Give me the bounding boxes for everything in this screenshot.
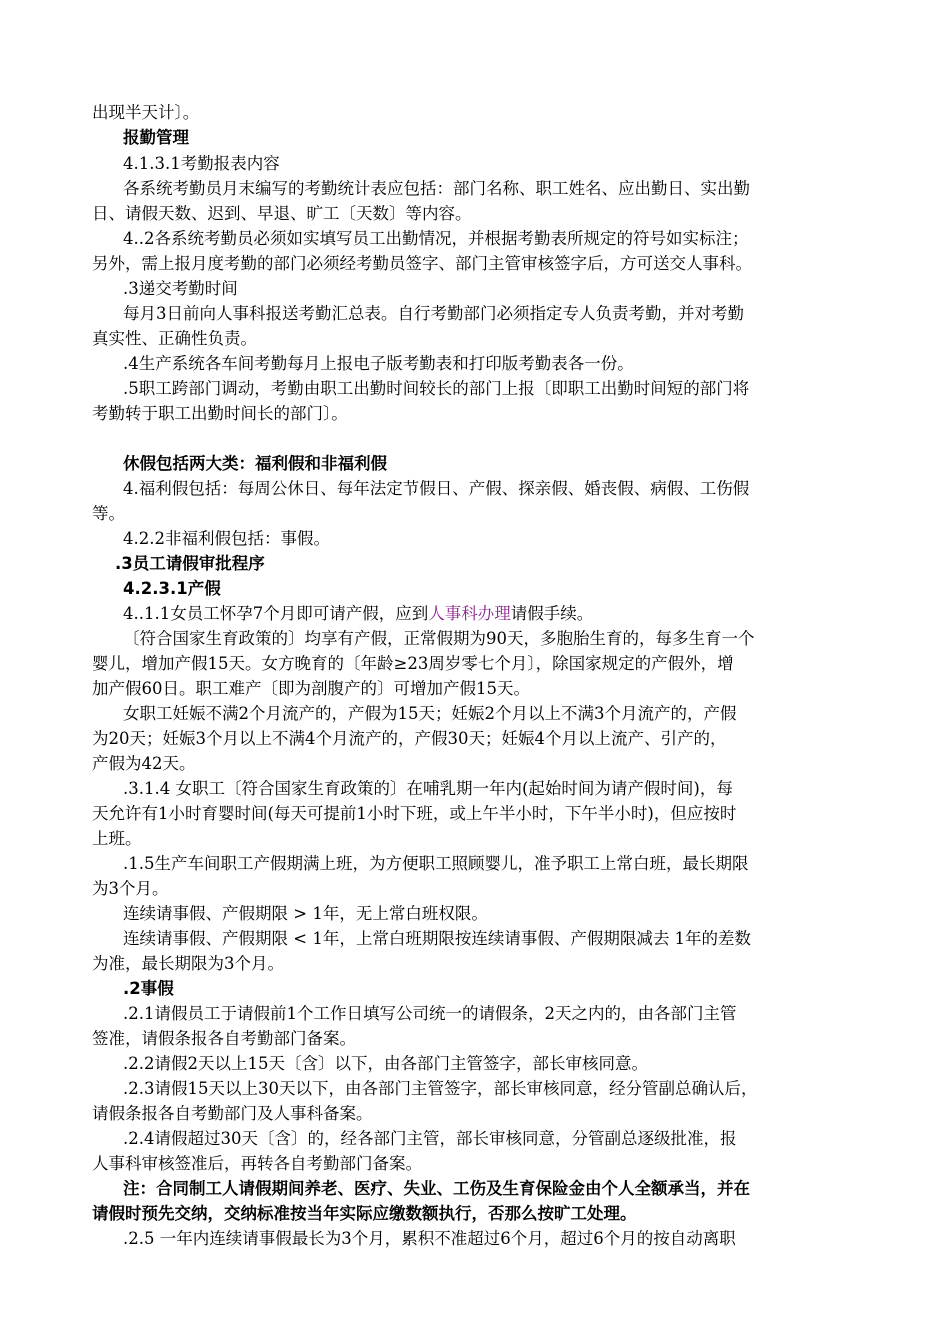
text-line: 真实性、正确性负责。	[92, 329, 257, 348]
text-line: .2.4请假超过30天〔含〕的，经各部门主管，部长审核同意，分管副总逐级批准，报	[123, 1129, 737, 1148]
text-line: .3递交考勤时间	[123, 279, 238, 298]
text-line: 为3个月。	[92, 879, 169, 898]
text-line: 天允许有1小时育婴时间(每天可提前1小时下班，或上午半小时，下午半小时)，但应按时	[92, 804, 737, 823]
text-line: 考勤转于职工出勤时间长的部门〕。	[92, 404, 348, 423]
text-line: 为20天；妊娠3个月以上不满4个月流产的，产假30天；妊娠4个月以上流产、引产的，	[92, 729, 727, 748]
text-line: 每月3日前向人事科报送考勤汇总表。自行考勤部门必须指定专人负责考勤，并对考勤	[123, 304, 744, 323]
text-line: 人事科审核签准后，再转各自考勤部门备案。	[92, 1154, 422, 1173]
section-heading: .3员工请假审批程序	[115, 554, 265, 573]
note-text: 注：合同制工人请假期间养老、医疗、失业、工伤及生育保险金由个人全额承当，并在	[123, 1179, 750, 1198]
text-line: .2.3请假15天以上30天以下，由各部门主管签字，部长审核同意，经分管副总确认后，	[123, 1079, 758, 1098]
text-line: 签准，请假条报各自考勤部门备案。	[92, 1029, 356, 1048]
text-line: 4.1.3.1考勤报表内容	[123, 154, 280, 173]
section-heading: .2事假	[123, 979, 174, 998]
text-line: 连续请事假、产假期限 > 1年，无上常白班权限。	[123, 904, 488, 923]
text-line: 日、请假天数、迟到、早退、旷工〔天数〕等内容。	[92, 204, 472, 223]
text-line: 为准，最长期限为3个月。	[92, 954, 284, 973]
text-line: 加产假60日。职工难产〔即为剖腹产的〕可增加产假15天。	[92, 679, 530, 698]
text-line: .3.1.4 女职工〔符合国家生育政策的〕在哺乳期一年内(起始时间为请产假时间)，每	[123, 779, 733, 798]
text-line: .4生产系统各车间考勤每月上报电子版考勤表和打印版考勤表各一份。	[123, 354, 634, 373]
text-line: 4.福利假包括：每周公休日、每年法定节假日、产假、探亲假、婚丧假、病假、工伤假	[123, 479, 750, 498]
text-line: 等。	[92, 504, 125, 523]
personnel-office-link[interactable]: 人事科办理	[428, 604, 511, 623]
text-line: .1.5生产车间职工产假期满上班，为方便职工照顾婴儿，准予职工上常白班，最长期限	[123, 854, 749, 873]
text-line: 连续请事假、产假期限 < 1年，上常白班期限按连续请事假、产假期限减去 1年的差数	[123, 929, 752, 948]
text-line: 4..2各系统考勤员必须如实填写员工出勤情况，并根据考勤表所规定的符号如实标注；	[123, 229, 749, 248]
text-segment: 请假手续。	[510, 604, 594, 623]
section-heading: 报勤管理	[123, 128, 189, 147]
text-line: 另外，需上报月度考勤的部门必须经考勤员签字、部门主管审核签字后，方可送交人事科。	[92, 254, 752, 273]
section-heading: 4.2.3.1产假	[123, 579, 221, 598]
text-line: 产假为42天。	[92, 754, 196, 773]
text-line: 出现半天计〕。	[92, 103, 200, 122]
text-line: 〔符合国家生育政策的〕均享有产假，正常假期为90天，多胞胎生育的，每多生育一个	[123, 629, 755, 648]
text-line: 各系统考勤员月末编写的考勤统计表应包括：部门名称、职工姓名、应出勤日、实出勤	[123, 179, 750, 198]
text-line: 女职工妊娠不满2个月流产的，产假为15天；妊娠2个月以上不满3个月流产的，产假	[123, 704, 737, 723]
text-line: .5职工跨部门调动，考勤由职工出勤时间较长的部门上报〔即职工出勤时间短的部门将	[123, 379, 750, 398]
text-line: .2.5 一年内连续请事假最长为3个月，累积不准超过6个月，超过6个月的按自动离职	[123, 1229, 736, 1248]
text-line: 请假条报各自考勤部门及人事科备案。	[92, 1104, 373, 1123]
section-heading: 休假包括两大类：福利假和非福利假	[123, 454, 387, 473]
text-segment: 4..1.1女员工怀孕7个月即可请产假，应到	[123, 604, 429, 623]
text-line: .2.1请假员工于请假前1个工作日填写公司统一的请假条，2天之内的，由各部门主管	[123, 1004, 737, 1023]
text-line	[123, 603, 593, 625]
text-line: 上班。	[92, 829, 142, 848]
text-line: .2.2请假2天以上15天〔含〕以下，由各部门主管签字，部长审核同意。	[123, 1054, 648, 1073]
text-line: 婴儿，增加产假15天。女方晚育的〔年龄≥23周岁零七个月〕，除国家规定的产假外，增	[92, 654, 734, 673]
note-text: 请假时预先交纳，交纳标准按当年实际应缴数额执行，否那么按旷工处理。	[92, 1204, 637, 1223]
text-line: 4.2.2非福利假包括：事假。	[123, 529, 330, 548]
